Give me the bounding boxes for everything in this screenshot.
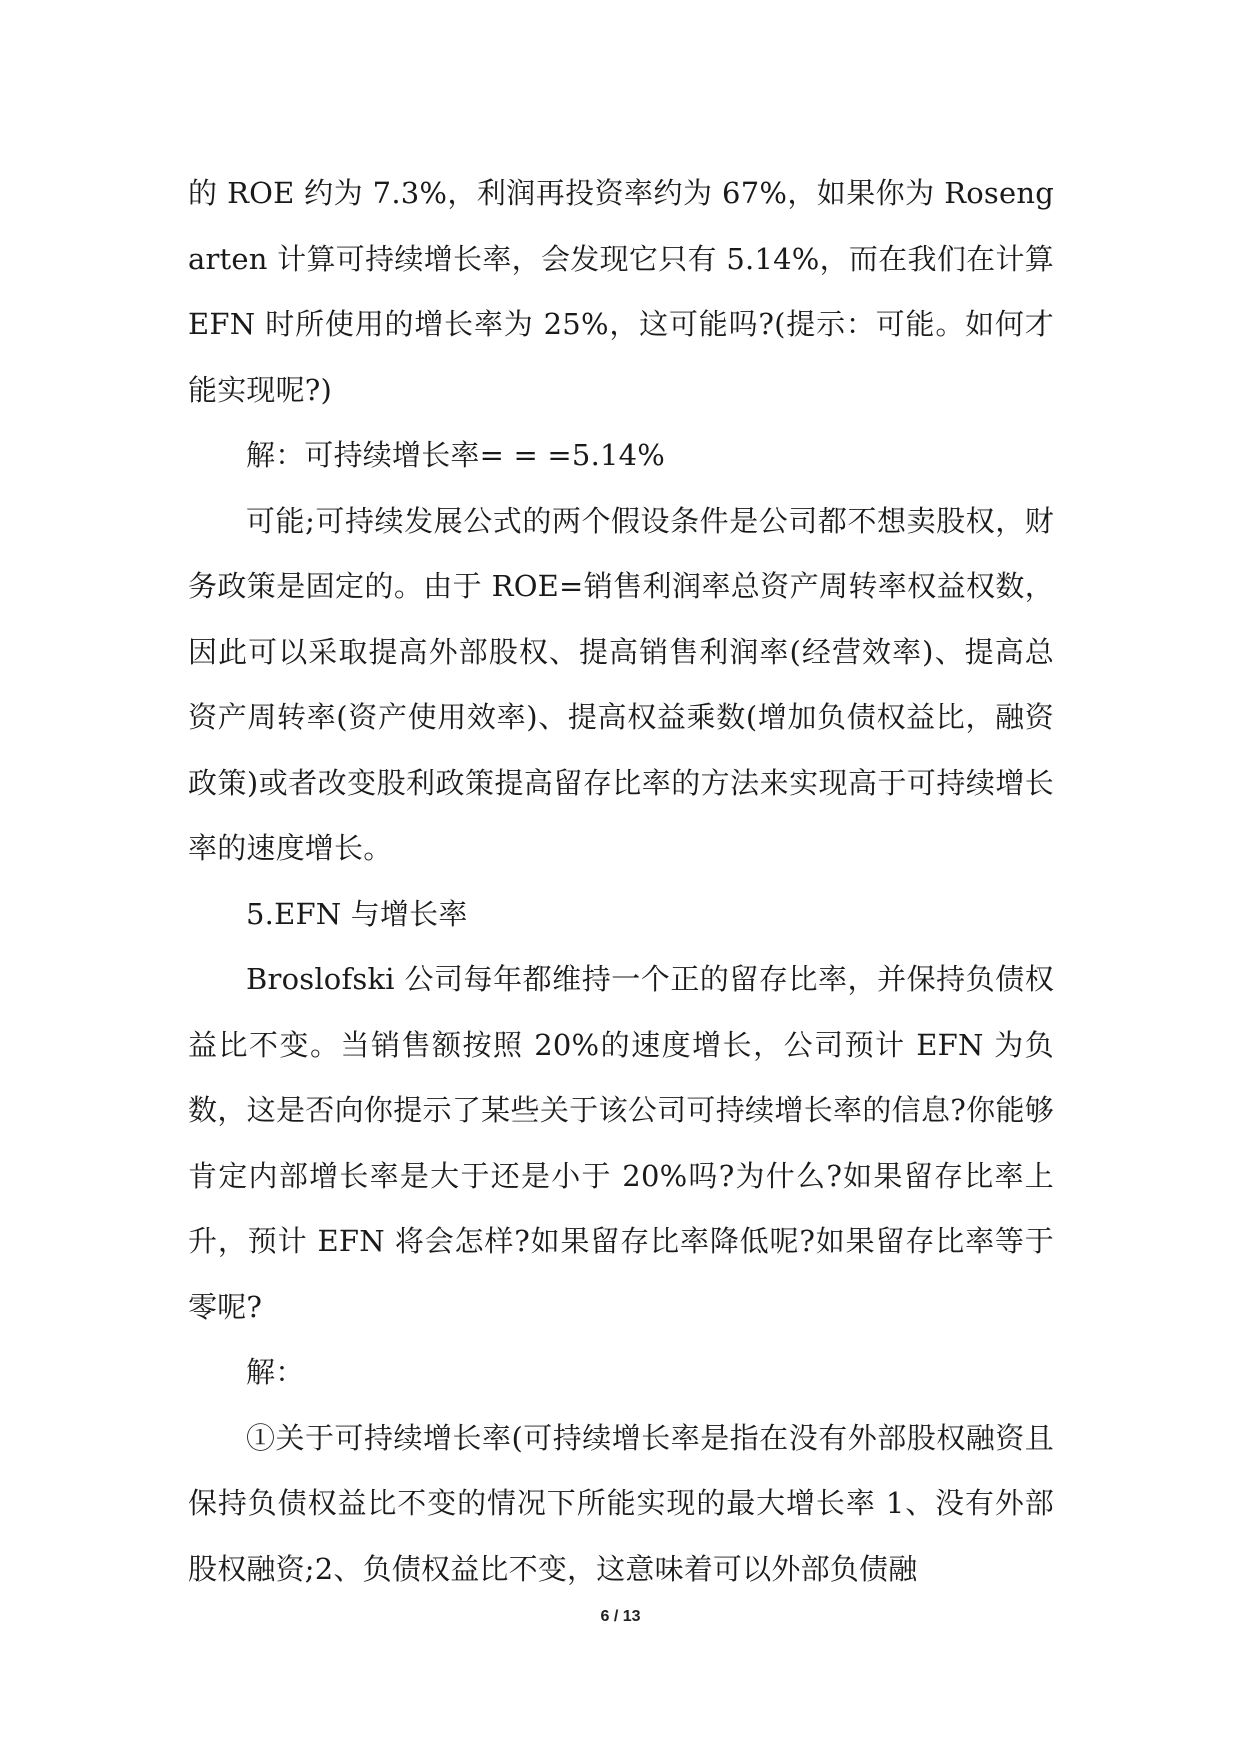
paragraph-broslofski-question: Broslofski 公司每年都维持一个正的留存比率，并保持负债权益比不变。当销售额按照 20%的速度增长，公司预计 EFN 为负数，这是否向你提示了某些关于该公司可持续增长率的信息?你能够肯定内部增长率是大于还是小于 20%吗?为什么?如果留存比率上升，预计 EFN 将会怎样?如果留存比率降低呢?如果留存比率等于零呢? — [188, 962, 1054, 1324]
page-number: 6 / 13 — [600, 1608, 641, 1625]
paragraph-sustainable-growth-definition: ①关于可持续增长率(可持续增长率是指在没有外部股权融资且保持负债权益比不变的情况下所能实现的最大增长率 1、没有外部股权融资;2、负债权益比不变，这意味着可以外部负债融 — [188, 1420, 1054, 1586]
paragraph-possibility-explanation: 可能;可持续发展公式的两个假设条件是公司都不想卖股权，财务政策是固定的。由于 ROE=销售利润率总资产周转率权益权数，因此可以采取提高外部股权、提高销售利润率(经营效率)、提高总资产周转率(资产使用效率)、提高权益乘数(增加负债权益比，融资政策)或者改变股利政策提高留存比率的方法来实现高于可持续增长率的速度增长。 — [188, 503, 1054, 865]
paragraph-solution-label: 解： — [246, 1355, 305, 1389]
section-heading-efn-growth: 5.EFN 与增长率 — [246, 896, 468, 931]
document-body — [188, 161, 1054, 1602]
paragraph-solution-sustainable-growth: 解：可持续增长率= = =5.14% — [246, 438, 666, 472]
paragraph-roe-question: 的 ROE 约为 7.3%，利润再投资率约为 67%，如果你为 Rosengarten 计算可持续增长率，会发现它只有 5.14%，而在我们在计算 EFN 时所使用的增长率为 25%，这可能吗?(提示：可能。如何才能实现呢?) — [188, 176, 1054, 407]
